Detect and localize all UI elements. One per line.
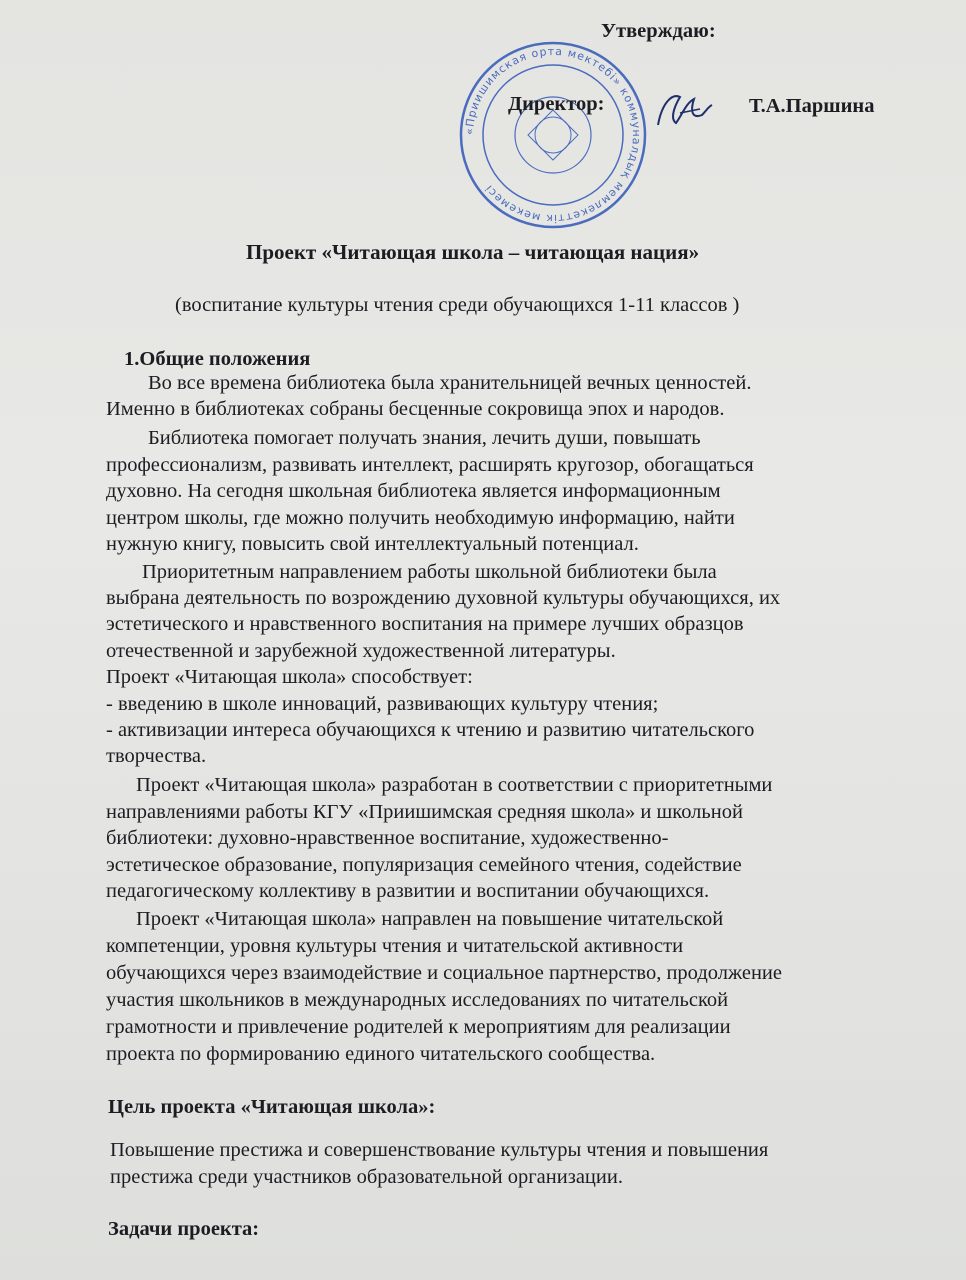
- paragraph-line: участия школьников в международных исследованиях по читательской: [106, 989, 729, 1011]
- paragraph-line: грамотности и привлечение родителей к мероприятиям для реализации: [106, 1016, 731, 1038]
- subtitle: (воспитание культуры чтения среди обучающихся 1-11 классов ): [175, 294, 740, 316]
- paragraph-line: библиотеки: духовно-нравственное воспитание, художественно-: [106, 827, 669, 849]
- paragraph-line: творчества.: [106, 745, 207, 767]
- paragraph-line: центром школы, где можно получить необходимую информацию, найти: [106, 507, 735, 529]
- list-item: - введению в школе инноваций, развивающих культуру чтения;: [106, 693, 659, 715]
- paragraph-line: Библиотека помогает получать знания, лечить души, повышать: [148, 427, 701, 449]
- paragraph-line: Повышение престижа и совершенствование культуры чтения и повышения: [110, 1139, 769, 1161]
- director-label: Директор:: [508, 93, 605, 115]
- paragraph-line: направлениями работы КГУ «Приишимская средняя школа» и школьной: [106, 801, 743, 823]
- stamp-text: «Приишимская орта мектебі» коммуналдық мемлекеттік мекемесі: [462, 44, 644, 226]
- page-title: Проект «Читающая школа – читающая нация»: [246, 240, 700, 264]
- paragraph-line: престижа среди участников образовательной организации.: [110, 1166, 623, 1188]
- paragraph-line: Проект «Читающая школа» разработан в соответствии с приоритетными: [136, 774, 773, 796]
- paragraph-line: Приоритетным направлением работы школьной библиотеки была: [142, 561, 717, 583]
- paragraph-line: выбрана деятельность по возрождению духовной культуры обучающихся, их: [106, 587, 781, 609]
- official-stamp-icon: [458, 40, 648, 230]
- paragraph-line: отечественной и зарубежной художественной литературы.: [106, 640, 616, 662]
- paragraph-line: Именно в библиотеках собраны бесценные сокровища эпох и народов.: [106, 398, 725, 420]
- approve-label: Утверждаю:: [601, 20, 716, 42]
- paragraph-line: духовно. На сегодня школьная библиотека является информационным: [106, 480, 721, 502]
- paragraph-line: Проект «Читающая школа» направлен на повышение читательской: [136, 908, 724, 930]
- paragraph-line: нужную книгу, повысить свой интеллектуальный потенциал.: [106, 533, 639, 555]
- goal-heading: Цель проекта «Читающая школа»:: [108, 1096, 436, 1118]
- director-name: Т.А.Паршина: [749, 95, 875, 117]
- paragraph-line: педагогическому коллективу в развитии и воспитании обучающихся.: [106, 880, 710, 902]
- paragraph-line: компетенции, уровня культуры чтения и читательской активности: [106, 935, 684, 957]
- section-heading: 1.Общие положения: [124, 348, 311, 370]
- paragraph-line: Проект «Читающая школа» способствует:: [106, 666, 473, 688]
- signature-icon: [650, 85, 720, 135]
- paragraph-line: проекта по формированию единого читательского сообщества.: [106, 1043, 656, 1065]
- tasks-heading: Задачи проекта:: [108, 1218, 260, 1240]
- paragraph-line: профессионализм, развивать интеллект, расширять кругозор, обогащаться: [106, 454, 754, 476]
- svg-text:«Приишимская орта мектебі» ком: [463, 45, 643, 225]
- list-item: - активизации интереса обучающихся к чтению и развитию читательского: [106, 719, 755, 741]
- paragraph-line: эстетического и нравственного воспитания на примере лучших образцов: [106, 613, 744, 635]
- paragraph-line: обучающихся через взаимодействие и социальное партнерство, продолжение: [106, 962, 782, 984]
- paragraph-line: эстетическое образование, популяризация семейного чтения, содействие: [106, 854, 742, 876]
- paragraph-line: Во все времена библиотека была хранительницей вечных ценностей.: [148, 372, 752, 394]
